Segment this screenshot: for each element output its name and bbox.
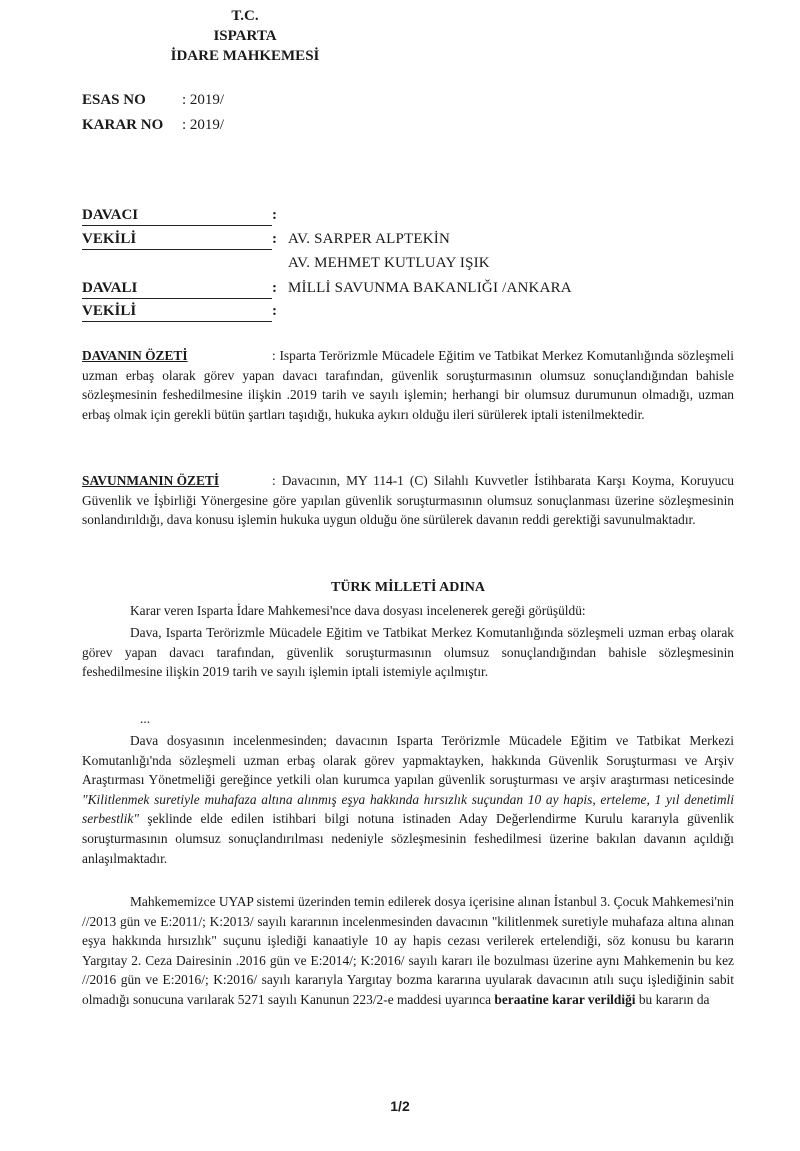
davaci-label: DAVACI	[82, 205, 272, 226]
karar-no-row	[82, 117, 224, 134]
karar-no-label: KARAR NO	[82, 117, 164, 133]
esas-no-row	[82, 92, 224, 109]
savunmanin-ozeti-text: : Davacının, MY 114-1 (C) Silahlı Kuvvetler İstihbarata Karşı Koyma, Koruyucu Güvenlik ve İşbirliği Yönergesine göre yapılan güvenlik soruşturmasının olumsuz sonuçlanması üzerine sözleşmesinin sonlandırıldığı, dava konusu işlemin hukuka uygun olduğu öne sürülerek davanın reddi gerektiği savunulmaktadır.	[82, 473, 734, 528]
vekili-name-1: AV. SARPER ALPTEKİN	[288, 231, 451, 247]
decision-title: TÜRK MİLLETİ ADINA	[330, 580, 486, 595]
davali-label: DAVALI	[82, 278, 272, 299]
savunmanin-ozeti-heading: SAVUNMANIN ÖZETİ	[82, 473, 220, 488]
davali-name: MİLLİ SAVUNMA BAKANLIĞI /ANKARA	[288, 280, 572, 296]
paragraph-3-text-a: Dava dosyasının incelenmesinden; davacının Isparta Terörizmle Mücadele Eğitim ve Tatbikat Merkezi Komutanlığı'nda sözleşmeli uzman erbaş olarak görev yapmaktayken, hakkında Güvenlik Soruşturması ve Arşiv Araştırması Yönetmeliği gereğince yetkili olan kurumca yapılan güvenlik soruşturması ve arşiv araştırması neticesinde	[82, 733, 734, 788]
body-paragraph-2: Dava, Isparta Terörizmle Mücadele Eğitim ve Tatbikat Merkez Komutanlığında sözleşmeli uzman erbaş olarak görev yapan davacı tarafından, güvenlik soruşturmasının olumsuz sonuçlandığından bahisle sözleşmesinin feshedilmesine ilişkin 2019 tarih ve sayılı işlemin iptali istemiyle açılmıştır.	[82, 625, 734, 680]
esas-no-value: : 2019/	[182, 92, 225, 108]
savunmanin-ozeti-section	[82, 471, 734, 530]
court-line-city: ISPARTA	[213, 28, 277, 44]
court-line-name: İDARE MAHKEMESİ	[170, 48, 320, 64]
body-paragraph-4	[82, 892, 734, 1010]
court-header	[140, 6, 350, 66]
ellipsis: ...	[140, 711, 151, 726]
paragraph-4-text-a: Mahkememizce UYAP sistemi üzerinden temin edilerek dosya içerisine alınan İstanbul 3. Çocuk Mahkemesi'nin //2013 gün ve E:2011/; K:2013/ sayılı kararının incelenmesinden davacının "kilitlenmek suretiyle muhafaza altına alınan eşya hakkında hırsızlık" suçunu işlediği kanaatiyle 10 ay hapis cezası verilerek ertelendiği, söz konusu bu kararın Yargıtay 2. Ceza Dairesinin .2016 gün ve E:2014/; K:2016/ sayılı kararı ile bozulması üzerine aynı Mahkemenin bu kez //2016 gün ve E:2016/; K:2016/ sayılı kararıyla Yargıtay bozma kararına uyularak davacının atılı suçu işlediğinin sabit olmadığı sonucuna varılarak 5271 sayılı Kanunun 223/2-e maddesi uyarınca	[82, 894, 734, 1007]
esas-no-label: ESAS NO	[82, 92, 146, 108]
davanin-ozeti-text: : Isparta Terörizmle Mücadele Eğitim ve Tatbikat Merkez Komutanlığında sözleşmeli uzman erbaş olarak görev yapan davacı tarafından, güvenlik soruşturmasının olumsuz sonuçlandığından bahisle sözleşmesinin feshedilmesine ilişkin .2019 tarih ve sayılı işlemin; herhangi bir olumsuz durumunun olmadığı, uzman erbaş olmak için gerekli bütün şartları taşıdığı, hukuka aykırı olduğu ileri sürülerek iptali istenilmektedir.	[82, 348, 734, 422]
vekili-name-2: AV. MEHMET KUTLUAY IŞIK	[288, 255, 490, 271]
vekili-colon: :	[272, 231, 277, 247]
vekili-2-colon: :	[272, 303, 277, 319]
body-paragraph-3	[82, 731, 734, 868]
court-line-tc: T.C.	[231, 8, 259, 24]
paragraph-3-text-b: şeklinde elde edilen istihbari bilgi notuna istinaden Aday Değerlendirme Kurulu kararıyla güvenlik soruşturmasının olumsuz sonuçlandırılması nedeniyle sözleşmesinin feshedilmesi üzerine bakılan davanın açıldığı anlaşılmaktadır.	[82, 811, 734, 866]
paragraph-3-quote: "Kilitlenmek suretiyle muhafaza altına alınmış eşya hakkında hırsızlık suçundan 10 ay hapis, erteleme, 1 yıl denetimli serbestlik"	[82, 791, 734, 827]
davaci-colon: :	[272, 207, 277, 223]
davali-colon: :	[272, 280, 277, 296]
vekili-2-label: VEKİLİ	[82, 301, 272, 322]
davanin-ozeti-heading: DAVANIN ÖZETİ	[82, 348, 188, 363]
body-paragraph-1: Karar veren Isparta İdare Mahkemesi'nce dava dosyası incelenerek gereği görüşüldü:	[130, 603, 586, 618]
davanin-ozeti-section	[82, 346, 734, 424]
paragraph-4-text-b: bu kararın da	[635, 991, 710, 1007]
paragraph-4-bold: beraatine karar verildiği	[494, 991, 636, 1007]
vekili-label: VEKİLİ	[82, 229, 272, 250]
karar-no-value: : 2019/	[182, 117, 225, 133]
page-number: 1/2	[390, 1098, 410, 1114]
